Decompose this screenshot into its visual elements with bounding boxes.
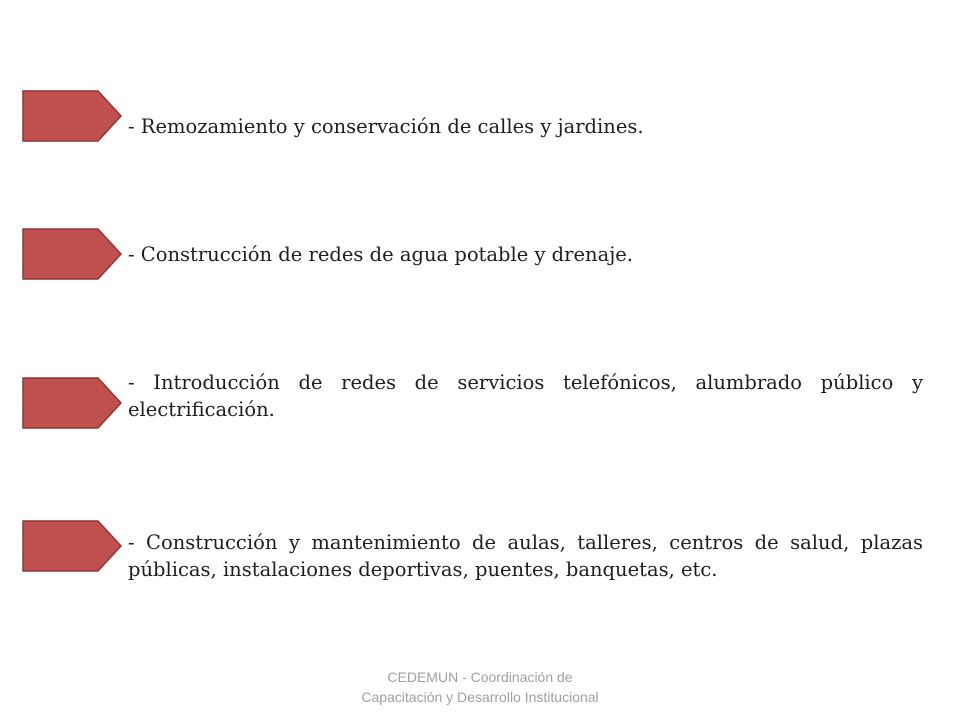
footer (330, 667, 630, 707)
list-item-4: - Construcción y mantenimiento de aulas, talleres, centros de salud, plazas públicas, instalaciones deportivas, puentes, banquetas, etc. (128, 531, 923, 581)
list-item-2: - Construcción de redes de agua potable y drenaje. (128, 243, 634, 266)
pentagon-arrow-icon (22, 90, 122, 142)
pentagon-arrow-icon (22, 228, 122, 280)
pentagon-arrow-icon (22, 377, 122, 429)
pentagon-arrow-icon (22, 520, 122, 572)
list-item-3: - Introducción de redes de servicios telefónicos, alumbrado público y electrificación. (128, 371, 923, 421)
footer-line-2: Capacitación y Desarrollo Institucional (361, 689, 599, 705)
footer-line-1: CEDEMUN - Coordinación de (387, 669, 573, 685)
list-item-1: - Remozamiento y conservación de calles y jardines. (128, 115, 644, 138)
